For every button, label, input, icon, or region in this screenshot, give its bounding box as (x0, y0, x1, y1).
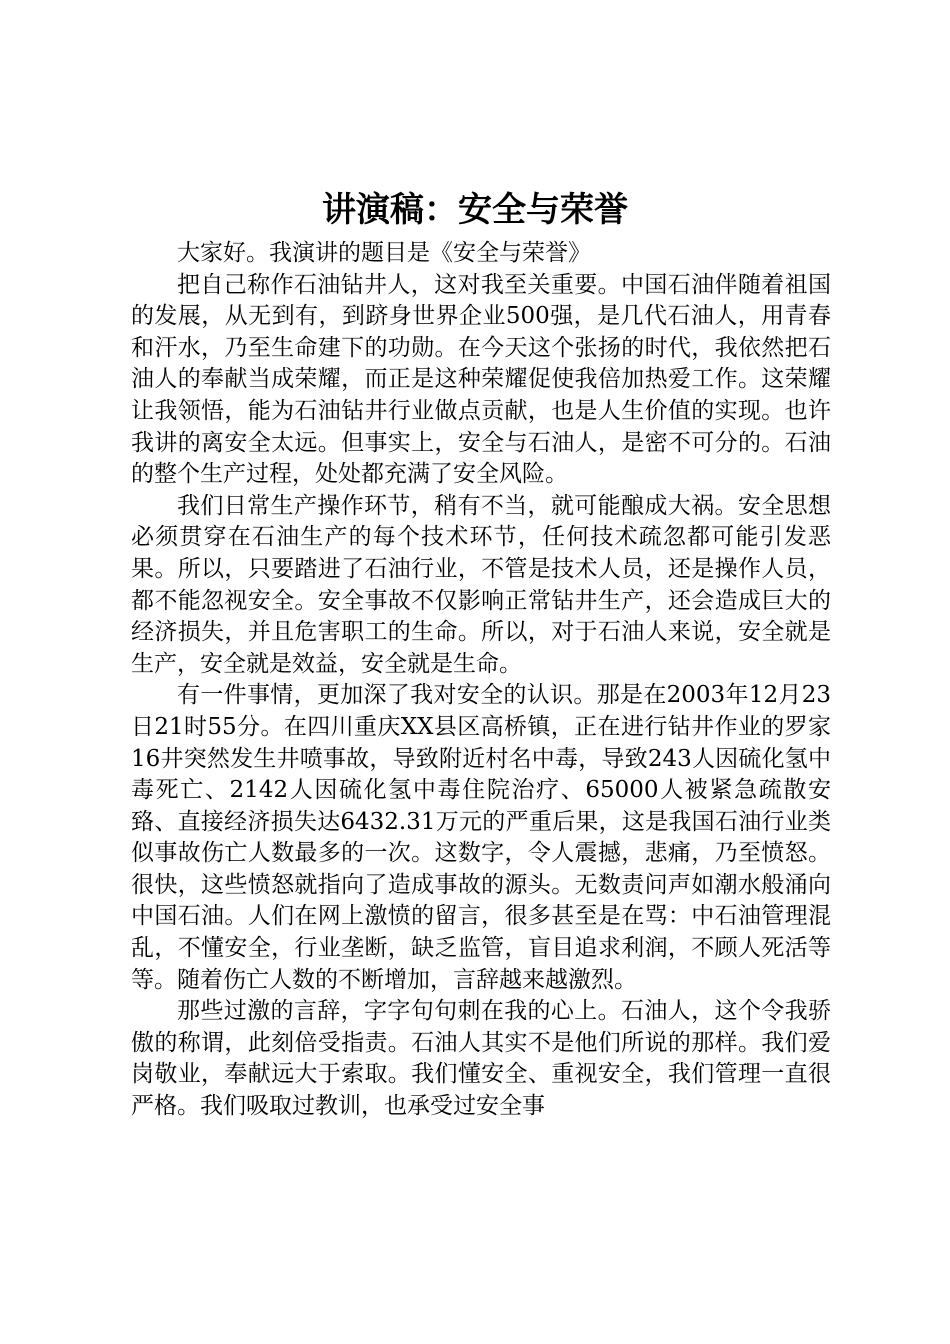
paragraph-oil-driller-pride: 把自己称作石油钻井人，这对我至关重要。中国石油伴随着祖国的发展，从无到有，到跻身世界企业500强，是几代石油人，用青春和汗水，乃至生命建下的功勋。在今天这个张扬的时代，我依然把石油人的奉献当成荣耀，而正是这种荣耀促使我倍加热爱工作。这荣耀让我领悟，能为石油钻井行业做点贡献，也是人生价值的实现。也许我讲的离安全太远。但事实上，安全与石油人，是密不可分的。石油的整个生产过程，处处都充满了安全风险。 (131, 271, 831, 488)
paragraph-safety-importance: 我们日常生产操作环节，稍有不当，就可能酿成大祸。安全思想必须贯穿在石油生产的每个技术环节，任何技术疏忽都可能引发恶果。所以，只要踏进了石油行业，不管是技术人员，还是操作人员，都不能忽视安全。安全事故不仅影响正常钻井生产，还会造成巨大的经济损失，并且危害职工的生命。所以，对于石油人来说，安全就是生产，安全就是效益，安全就是生命。 (131, 492, 831, 677)
document-title: 讲演稿：安全与荣誉 (322, 190, 628, 230)
paragraph-greeting: 大家好。我演讲的题目是《安全与荣誉》 (177, 240, 591, 266)
document-body (131, 238, 831, 1123)
paragraph-blowout-accident: 有一件事情，更加深了我对安全的认识。那是在2003年12月23日21时55分。在四川重庆XX县区高桥镇，正在进行钻井作业的罗家16井突然发生井喷事故，导致附近村名中毒，导致243人因硫化氢中毒死亡、2142人因硫化氢中毒住院治疗、65000人被紧急疏散安臵、直接经济损失达6432.31万元的严重后果，这是我国石油行业类似事故伤亡人数最多的一次。这数字，令人震撼，悲痛，乃至愤怒。很快，这些愤怒就指向了造成事故的源头。无数责问声如潮水般涌向中国石油。人们在网上激愤的留言，很多甚至是在骂：中石油管理混乱，不懂安全，行业垄断，缺乏监管，盲目追求利润，不顾人死活等等。随着伤亡人数的不断增加，言辞越来越激烈。 (131, 682, 831, 993)
paragraph-criticism-response: 那些过激的言辞，字字句句刺在我的心上。石油人，这个令我骄傲的称谓，此刻倍受指责。石油人其实不是他们所说的那样。我们爱岗敬业，奉献远大于索取。我们懂安全、重视安全，我们管理一直很严格。我们吸取过教训，也承受过安全事 (131, 998, 831, 1120)
